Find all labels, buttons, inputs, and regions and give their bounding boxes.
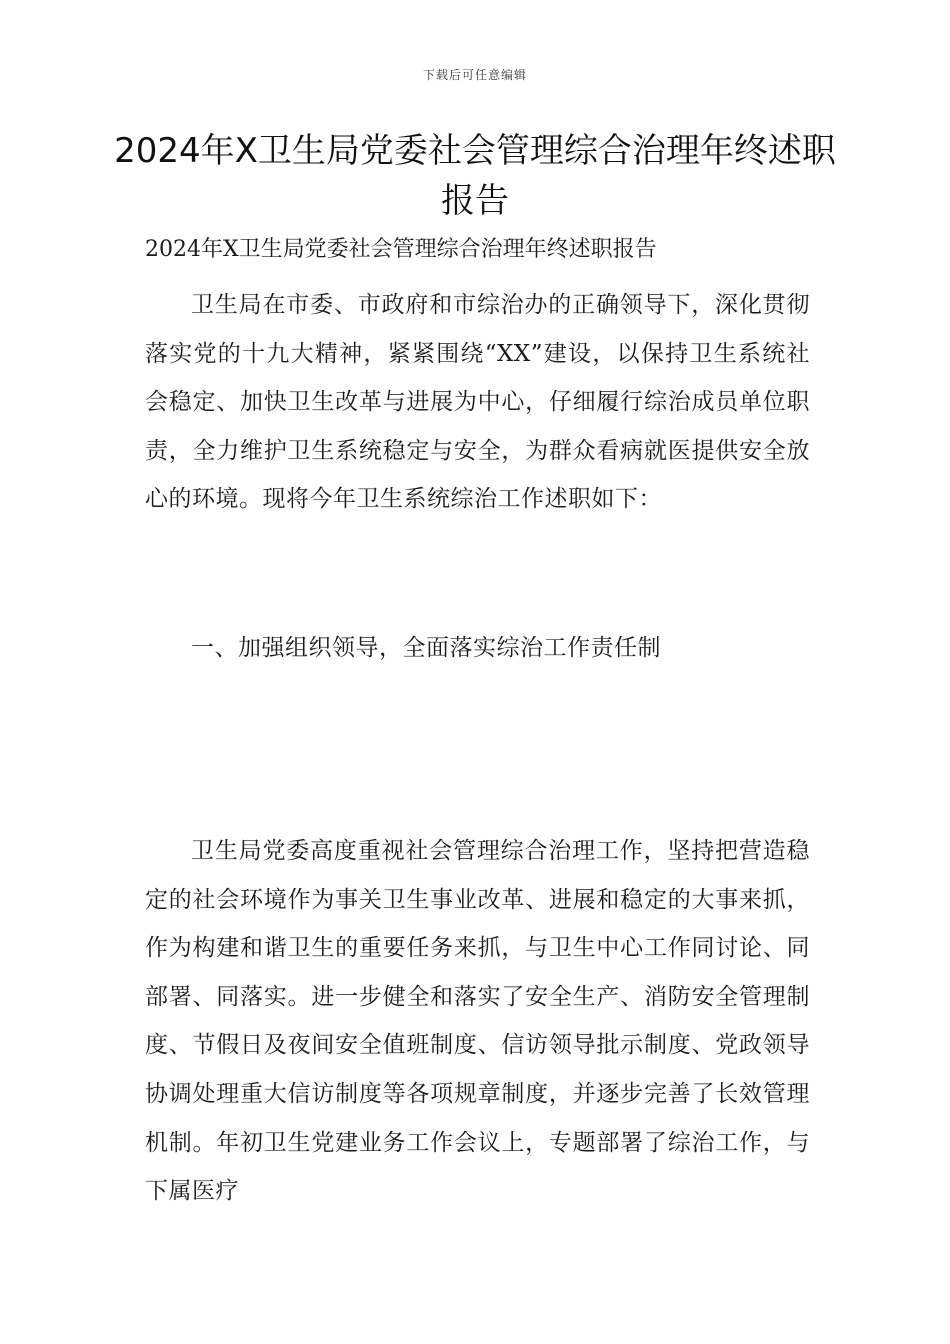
header-note: 下载后可任意编辑 xyxy=(422,68,527,82)
document-subtitle: 2024年X卫生局党委社会管理综合治理年终述职报告 xyxy=(145,237,657,262)
intro-paragraph: 卫生局在市委、市政府和市综治办的正确领导下，深化贯彻落实党的十九大精神，紧紧围绕“XX”建设，以保持卫生系统社会稳定、加快卫生改革与进展为中心，仔细履行综治成员单位职责，全力维护卫生系统稳定与安全，为群众看病就医提供安全放心的环境。现将今年卫生系统综治工作述职如下： xyxy=(145,292,810,513)
body-paragraph: 卫生局党委高度重视社会管理综合治理工作，坚持把营造稳定的社会环境作为事关卫生事业改革、进展和稳定的大事来抓，作为构建和谐卫生的重要任务来抓，与卫生中心工作同讨论、同部署、同落实。进一步健全和落实了安全生产、消防安全管理制度、节假日及夜间安全值班制度、信访领导批示制度、党政领导协调处理重大信访制度等各项规章制度，并逐步完善了长效管理机制。年初卫生党建业务工作会议上，专题部署了综治工作，与下属医疗 xyxy=(145,838,810,1205)
document-title: 2024年X卫生局党委社会管理综合治理年终述职报告 xyxy=(114,131,836,221)
section-heading: 一、加强组织领导，全面落实综治工作责任制 xyxy=(191,635,661,661)
